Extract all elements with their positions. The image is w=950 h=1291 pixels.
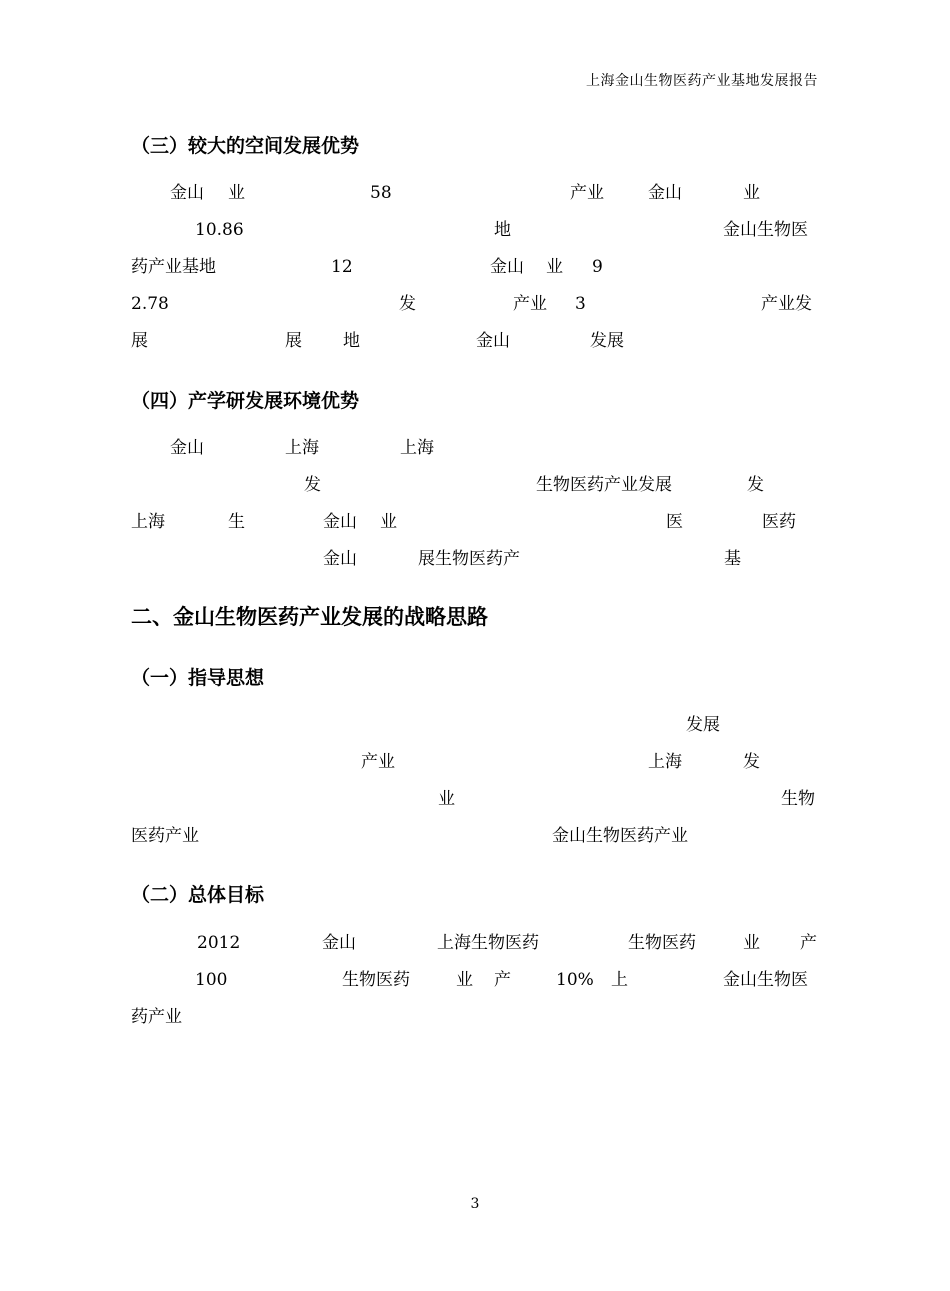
text-fragment: 发: [747, 475, 764, 495]
text-line: [0, 292, 950, 316]
text-line: [0, 181, 950, 205]
text-line: [0, 329, 950, 353]
text-fragment: 生: [228, 512, 245, 532]
text-fragment: 医药产业: [131, 826, 199, 846]
text-fragment: 业: [743, 933, 760, 953]
text-fragment: 医药: [762, 512, 796, 532]
text-line: [0, 824, 950, 848]
text-fragment: 业: [380, 512, 397, 532]
section-heading-3: （三）较大的空间发展优势: [131, 135, 360, 157]
text-fragment: 生物医药: [342, 970, 410, 990]
text-fragment: 产: [800, 933, 817, 953]
text-fragment: 业: [456, 970, 473, 990]
text-fragment: 展: [131, 331, 148, 351]
text-fragment: 上: [611, 970, 628, 990]
text-fragment: 金山: [490, 257, 524, 277]
section-heading-4: （四）产学研发展环境优势: [131, 390, 360, 412]
text-fragment: 产业发: [761, 294, 812, 314]
text-fragment: 发: [304, 475, 321, 495]
text-fragment: 基: [724, 549, 741, 569]
section-heading-1: （一）指导思想: [131, 667, 265, 689]
text-fragment: 药产业: [131, 1007, 182, 1027]
text-fragment: 生物医药: [628, 933, 696, 953]
text-fragment: 展生物医药产: [418, 549, 520, 569]
text-fragment: 展: [285, 331, 302, 351]
text-fragment: 金山: [170, 183, 204, 203]
text-fragment: 金山: [648, 183, 682, 203]
text-fragment: 100: [195, 970, 228, 990]
text-fragment: 金山: [476, 331, 510, 351]
text-line: [0, 1005, 950, 1029]
text-fragment: 产业: [513, 294, 547, 314]
text-fragment: 金山: [322, 933, 356, 953]
text-fragment: 12: [331, 257, 353, 277]
text-fragment: 地: [343, 331, 360, 351]
text-fragment: 上海: [131, 512, 165, 532]
text-fragment: 地: [494, 220, 511, 240]
text-line: [0, 510, 950, 534]
text-fragment: 业: [438, 789, 455, 809]
section-heading-2: （二）总体目标: [131, 884, 265, 906]
text-fragment: 药产业基地: [131, 257, 216, 277]
page-number: 3: [470, 1196, 480, 1212]
text-fragment: 业: [546, 257, 563, 277]
text-fragment: 金山生物医: [723, 970, 808, 990]
text-fragment: 产业: [570, 183, 604, 203]
text-fragment: 上海: [648, 752, 682, 772]
text-fragment: 金山生物医药产业: [552, 826, 688, 846]
chapter-heading: 二、金山生物医药产业发展的战略思路: [131, 605, 488, 629]
text-line: [0, 218, 950, 242]
text-line: [0, 787, 950, 811]
text-fragment: 58: [370, 183, 392, 203]
text-fragment: 生物: [781, 789, 815, 809]
text-line: [0, 968, 950, 992]
text-fragment: 发展: [686, 715, 720, 735]
text-line: [0, 547, 950, 571]
text-line: [0, 255, 950, 279]
text-fragment: 发: [399, 294, 416, 314]
text-fragment: 2012: [197, 933, 241, 953]
text-line: [0, 713, 950, 737]
text-fragment: 产业: [361, 752, 395, 772]
text-fragment: 金山生物医: [723, 220, 808, 240]
text-fragment: 业: [743, 183, 760, 203]
text-fragment: 生物医药产业发展: [536, 475, 672, 495]
text-fragment: 产: [494, 970, 511, 990]
text-line: [0, 473, 950, 497]
text-fragment: 上海: [285, 438, 319, 458]
text-line: [0, 931, 950, 955]
running-header: 上海金山生物医药产业基地发展报告: [586, 73, 818, 89]
text-fragment: 医: [666, 512, 683, 532]
text-fragment: 发展: [590, 331, 624, 351]
text-line: [0, 750, 950, 774]
text-fragment: 10.86: [195, 220, 244, 240]
text-fragment: 2.78: [131, 294, 169, 314]
text-fragment: 发: [743, 752, 760, 772]
text-line: [0, 436, 950, 460]
text-fragment: 金山: [323, 549, 357, 569]
text-fragment: 上海生物医药: [437, 933, 539, 953]
text-fragment: 10%: [556, 970, 594, 990]
text-fragment: 业: [228, 183, 245, 203]
text-fragment: 9: [592, 257, 603, 277]
text-fragment: 上海: [400, 438, 434, 458]
text-fragment: 金山: [170, 438, 204, 458]
text-fragment: 3: [575, 294, 586, 314]
text-fragment: 金山: [323, 512, 357, 532]
